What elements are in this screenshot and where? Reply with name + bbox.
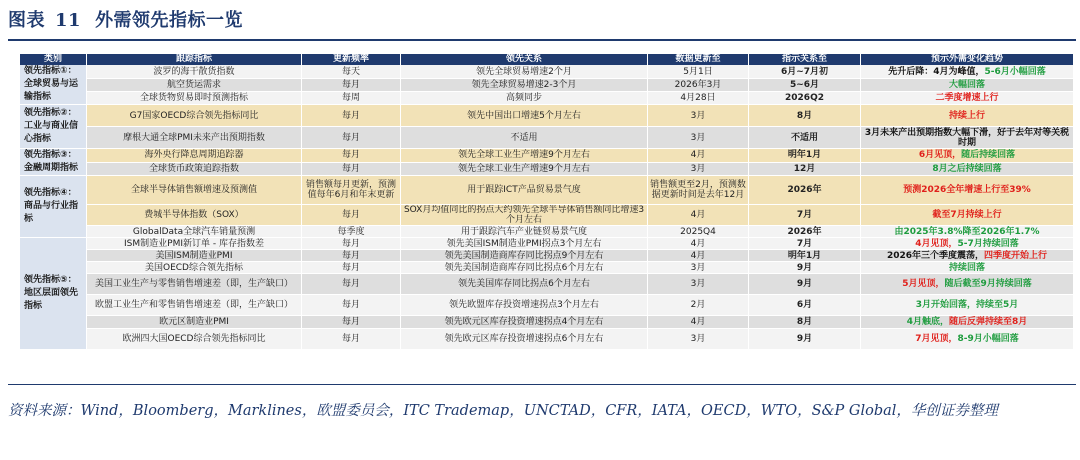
trend-cell bbox=[861, 329, 1074, 350]
source-rule bbox=[8, 384, 1076, 385]
lead-relation-cell: 领先全球工业生产增速9个月左右 bbox=[401, 163, 648, 177]
indicates-until-cell: 8月 bbox=[749, 105, 861, 127]
header-lead-relation: 领先关系 bbox=[401, 54, 648, 65]
trend-text: 持续回落 bbox=[948, 262, 985, 273]
indicates-until-cell: 8月 bbox=[749, 316, 861, 329]
trend-text: 预测2026全年增速上行至39% bbox=[903, 185, 1031, 195]
lead-relation-cell: 不适用 bbox=[401, 127, 648, 149]
table-row bbox=[20, 149, 1074, 163]
table-row bbox=[20, 163, 1074, 177]
lead-relation-cell: 领先中国出口增速5个月左右 bbox=[401, 105, 648, 127]
table-row bbox=[20, 250, 1074, 262]
indicates-until-cell: 9月 bbox=[749, 274, 861, 295]
table-row bbox=[20, 65, 1074, 79]
indicator-cell: 全球半导体销售额增速及预测值 bbox=[87, 176, 302, 205]
title-rule bbox=[8, 39, 1076, 41]
updated-cell: 2026年3月 bbox=[648, 79, 749, 92]
trend-text: 4月见顶， bbox=[915, 238, 958, 249]
trend-text: 8月之后持续回落 bbox=[932, 163, 1002, 174]
table-row bbox=[20, 127, 1074, 149]
trend-cell bbox=[861, 127, 1074, 149]
frequency-cell: 每月 bbox=[302, 163, 401, 177]
updated-cell: 4月 bbox=[648, 238, 749, 250]
lead-relation-cell: 领先全球贸易增速2个月 bbox=[401, 65, 648, 79]
indicator-cell: 欧洲四大国OECD综合领先指标同比 bbox=[87, 329, 302, 350]
trend-text: 由2025年3.8%降至2026年1.7% bbox=[894, 226, 1040, 237]
table-row bbox=[20, 176, 1074, 205]
indicator-cell: ISM制造业PMI新订单 - 库存指数差 bbox=[87, 238, 302, 250]
trend-cell bbox=[861, 316, 1074, 329]
trend-cell bbox=[861, 226, 1074, 238]
lead-relation-cell: 领先美国ISM制造业PMI拐点3个月左右 bbox=[401, 238, 648, 250]
trend-cell bbox=[861, 262, 1074, 274]
trend-text: 6月见顶， bbox=[918, 150, 962, 161]
trend-cell bbox=[861, 238, 1074, 250]
source-note: 资料来源：Wind，Bloomberg，Marklines，欧盟委员会，ITC Trademap，UNCTAD，CFR，IATA，OECD，WTO，S&P Global，华创证券整理 bbox=[8, 403, 998, 419]
indicator-cell: 全球货物贸易即时预测指标 bbox=[87, 92, 302, 105]
table-row bbox=[20, 226, 1074, 238]
indicator-cell: 美国OECD综合领先指标 bbox=[87, 262, 302, 274]
frequency-cell: 每月 bbox=[302, 274, 401, 295]
indicator-cell: 欧盟工业生产和零售销售增速差（即，生产缺口） bbox=[87, 295, 302, 316]
trend-text: 4月触底， bbox=[906, 317, 949, 327]
indicates-until-cell: 9月 bbox=[749, 329, 861, 350]
updated-cell: 2025Q4 bbox=[648, 226, 749, 238]
indicator-cell: 全球货币政策追踪指数 bbox=[87, 163, 302, 177]
header-frequency: 更新频率 bbox=[302, 54, 401, 65]
trend-text: 2026年三个季度震荡， bbox=[886, 250, 985, 261]
header-trend: 预示外需变化趋势 bbox=[861, 54, 1074, 65]
trend-text: 8-9月小幅回落 bbox=[957, 334, 1019, 344]
trend-text: 四季度开始上行 bbox=[984, 250, 1048, 261]
indicates-until-cell: 明年1月 bbox=[749, 250, 861, 262]
frequency-cell: 每月 bbox=[302, 316, 401, 329]
lead-relation-cell: SOX月均值同比的拐点大约领先全球半导体销售额同比增速3个月左右 bbox=[401, 205, 648, 226]
trend-cell bbox=[861, 205, 1074, 226]
indicator-cell: G7国家OECD综合领先指标同比 bbox=[87, 105, 302, 127]
category-cell: 领先指标②：工业与商业信心指标 bbox=[20, 105, 87, 149]
frequency-cell: 每月 bbox=[302, 127, 401, 149]
lead-relation-cell: 领先欧元区库存投资增速拐点6个月左右 bbox=[401, 329, 648, 350]
indicator-cell: 摩根大通全球PMI未来产出预期指数 bbox=[87, 127, 302, 149]
table-row bbox=[20, 238, 1074, 250]
trend-cell bbox=[861, 163, 1074, 177]
trend-text: 3月未来产出预期指数大幅下滑，好于去年对等关税时期 bbox=[864, 127, 1070, 148]
frequency-cell: 每月 bbox=[302, 250, 401, 262]
frequency-cell: 每月 bbox=[302, 238, 401, 250]
trend-cell bbox=[861, 176, 1074, 205]
table-row bbox=[20, 92, 1074, 105]
trend-cell bbox=[861, 79, 1074, 92]
frequency-cell: 每周 bbox=[302, 92, 401, 105]
trend-text: 二季度增速上行 bbox=[935, 93, 999, 103]
lead-relation-cell: 领先全球贸易增速2-3个月 bbox=[401, 79, 648, 92]
lead-relation-cell: 领先美国制造商库存同比拐点6个月左右 bbox=[401, 262, 648, 274]
table-row bbox=[20, 205, 1074, 226]
trend-text: 5-6月小幅回落 bbox=[984, 66, 1046, 77]
updated-cell: 5月1日 bbox=[648, 65, 749, 79]
trend-text: 随后持续回落 bbox=[961, 150, 1016, 161]
updated-cell: 2月 bbox=[648, 295, 749, 316]
table-row bbox=[20, 262, 1074, 274]
updated-cell: 3月 bbox=[648, 127, 749, 149]
updated-cell: 4月28日 bbox=[648, 92, 749, 105]
lead-relation-cell: 用于跟踪汽车产业链贸易景气度 bbox=[401, 226, 648, 238]
indicates-until-cell: 明年1月 bbox=[749, 149, 861, 163]
updated-cell: 4月 bbox=[648, 316, 749, 329]
header-indicates-until: 指示关系至 bbox=[749, 54, 861, 65]
title-text: 外需领先指标一览 bbox=[95, 10, 244, 31]
table-row bbox=[20, 329, 1074, 350]
indicates-until-cell: 2026年 bbox=[749, 176, 861, 205]
table-row bbox=[20, 295, 1074, 316]
table-row bbox=[20, 274, 1074, 295]
lead-relation-cell: 领先欧盟库存投资增速拐点3个月左右 bbox=[401, 295, 648, 316]
lead-relation-cell: 领先美国库存同比拐点6个月左右 bbox=[401, 274, 648, 295]
indicates-until-cell: 7月 bbox=[749, 238, 861, 250]
trend-text: 持续上行 bbox=[948, 110, 985, 121]
indicates-until-cell: 7月 bbox=[749, 205, 861, 226]
indicator-cell: 航空货运需求 bbox=[87, 79, 302, 92]
frequency-cell: 每月 bbox=[302, 329, 401, 350]
lead-relation-cell: 领先欧元区库存投资增速拐点4个月左右 bbox=[401, 316, 648, 329]
indicator-table bbox=[20, 54, 1074, 350]
title-number: 11 bbox=[55, 10, 82, 31]
indicates-until-cell: 5~6月 bbox=[749, 79, 861, 92]
frequency-cell: 每月 bbox=[302, 295, 401, 316]
frequency-cell: 销售额每月更新，预测值每年6月和年末更新 bbox=[302, 176, 401, 205]
frequency-cell: 每天 bbox=[302, 65, 401, 79]
title-prefix: 图表 bbox=[8, 10, 45, 31]
table-row bbox=[20, 105, 1074, 127]
trend-text: 大幅回落 bbox=[948, 80, 985, 91]
header-updated: 数据更新至 bbox=[648, 54, 749, 65]
indicates-until-cell: 不适用 bbox=[749, 127, 861, 149]
indicator-cell: 费城半导体指数（SOX） bbox=[87, 205, 302, 226]
frequency-cell: 每月 bbox=[302, 205, 401, 226]
trend-text: 7月见顶， bbox=[915, 334, 958, 344]
header-category: 类别 bbox=[20, 54, 87, 65]
indicator-cell: 美国工业生产与零售销售增速差（即，生产缺口） bbox=[87, 274, 302, 295]
table-row bbox=[20, 316, 1074, 329]
indicates-until-cell: 6月 bbox=[749, 295, 861, 316]
indicates-until-cell: 9月 bbox=[749, 262, 861, 274]
indicates-until-cell: 12月 bbox=[749, 163, 861, 177]
trend-cell bbox=[861, 105, 1074, 127]
trend-cell bbox=[861, 274, 1074, 295]
updated-cell: 销售额更至2月，预测数据更新时间是去年12月 bbox=[648, 176, 749, 205]
indicator-cell: 美国ISM制造业PMI bbox=[87, 250, 302, 262]
trend-text: 随后反弹持续至8月 bbox=[949, 317, 1028, 327]
trend-text: 随后截至9月持续回落 bbox=[944, 279, 1032, 289]
category-cell: 领先指标①：全球贸易与运输指标 bbox=[20, 65, 87, 105]
trend-cell bbox=[861, 250, 1074, 262]
indicates-until-cell: 2026Q2 bbox=[749, 92, 861, 105]
indicator-cell: 欧元区制造业PMI bbox=[87, 316, 302, 329]
trend-cell bbox=[861, 295, 1074, 316]
trend-text: 先升后降：4月为峰值， bbox=[888, 66, 985, 77]
trend-cell bbox=[861, 149, 1074, 163]
updated-cell: 3月 bbox=[648, 163, 749, 177]
header-indicator: 跟踪指标 bbox=[87, 54, 302, 65]
category-cell: 领先指标③：金融周期指标 bbox=[20, 149, 87, 176]
category-cell: 领先指标⑤：地区层面领先指标 bbox=[20, 238, 87, 350]
indicator-cell: 波罗的海干散货指数 bbox=[87, 65, 302, 79]
category-cell: 领先指标④：商品与行业指标 bbox=[20, 176, 87, 238]
trend-text: 5月见顶， bbox=[902, 279, 945, 289]
indicates-until-cell: 6月~7月初 bbox=[749, 65, 861, 79]
frequency-cell: 每月 bbox=[302, 262, 401, 274]
trend-text: 5-7月持续回落 bbox=[957, 238, 1019, 249]
trend-text: 截至7月持续上行 bbox=[932, 210, 1002, 220]
updated-cell: 4月 bbox=[648, 205, 749, 226]
page-title bbox=[8, 6, 243, 32]
frequency-cell: 每月 bbox=[302, 149, 401, 163]
indicates-until-cell: 2026年 bbox=[749, 226, 861, 238]
lead-relation-cell: 领先美国制造商库存同比拐点9个月左右 bbox=[401, 250, 648, 262]
frequency-cell: 每季度 bbox=[302, 226, 401, 238]
indicator-cell: GlobalData全球汽车销量预测 bbox=[87, 226, 302, 238]
updated-cell: 4月 bbox=[648, 149, 749, 163]
updated-cell: 3月 bbox=[648, 329, 749, 350]
trend-text: 3月开始回落，持续至5月 bbox=[915, 300, 1019, 310]
updated-cell: 3月 bbox=[648, 262, 749, 274]
lead-relation-cell: 用于跟踪ICT产品贸易景气度 bbox=[401, 176, 648, 205]
frequency-cell: 每月 bbox=[302, 105, 401, 127]
updated-cell: 4月 bbox=[648, 250, 749, 262]
indicator-cell: 海外央行降息周期追踪器 bbox=[87, 149, 302, 163]
trend-cell bbox=[861, 65, 1074, 79]
lead-relation-cell: 领先全球工业生产增速9个月左右 bbox=[401, 149, 648, 163]
table-row bbox=[20, 79, 1074, 92]
updated-cell: 3月 bbox=[648, 274, 749, 295]
lead-relation-cell: 高频同步 bbox=[401, 92, 648, 105]
frequency-cell: 每月 bbox=[302, 79, 401, 92]
table-header-row bbox=[20, 54, 1074, 65]
updated-cell: 3月 bbox=[648, 105, 749, 127]
trend-cell bbox=[861, 92, 1074, 105]
